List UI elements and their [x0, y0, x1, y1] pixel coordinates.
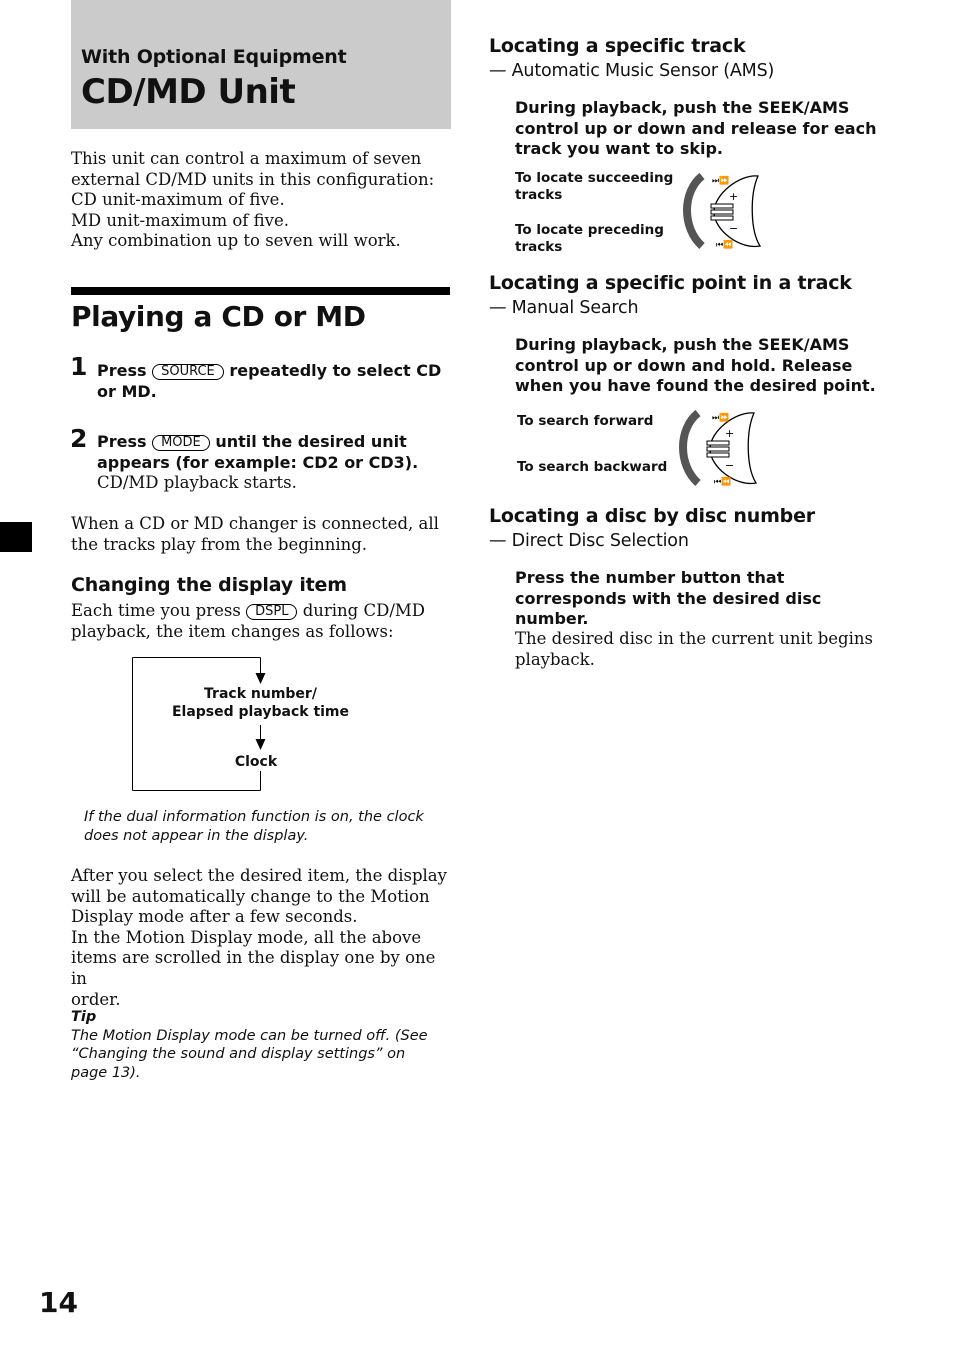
section-rule — [71, 287, 450, 295]
header-subtitle: With Optional Equipment — [81, 46, 347, 68]
display-item-text — [71, 601, 451, 642]
ams-instruction — [515, 98, 895, 160]
intro-line: Any combination up to seven will work. — [71, 231, 401, 251]
intro-line: CD unit-maximum of five. — [71, 190, 285, 210]
minus-icon: − — [725, 459, 735, 472]
disc-result — [515, 629, 895, 670]
manual-instruction-line: when you have found the desired point. — [515, 376, 876, 395]
section-title: Playing a CD or MD — [71, 300, 366, 333]
manual-subheading: — Manual Search — [489, 298, 639, 318]
after-line: After you select the desired item, the display — [71, 866, 447, 885]
manual-label-forward: To search forward — [517, 413, 654, 429]
flow-lines — [132, 657, 392, 792]
ams-label-preceding — [515, 222, 664, 256]
disc-result-line: playback. — [515, 649, 595, 669]
step-2-result: CD/MD playback starts. — [97, 473, 297, 492]
step-2-text — [97, 432, 457, 494]
disc-instruction-line: number. — [515, 609, 589, 628]
step-1-line2: or MD. — [97, 381, 157, 401]
mode-key: MODE — [152, 435, 210, 451]
ams-label-succeeding — [515, 170, 673, 204]
tip-label: Tip — [71, 1009, 97, 1025]
step-2-number: 2 — [70, 424, 88, 453]
fast-forward-icon: ⏭⏩ — [712, 176, 730, 185]
motion-display-paragraph — [71, 866, 451, 1010]
tip-line: “Changing the sound and display settings” on — [71, 1046, 406, 1062]
ams-label-down-line1: To locate preceding — [515, 222, 664, 238]
tip-block — [71, 1008, 451, 1082]
fast-forward-icon: ⏭⏩ — [712, 413, 730, 422]
disc-heading: Locating a disc by disc number — [489, 505, 815, 527]
ams-instruction-line: During playback, push the SEEK/AMS — [515, 98, 850, 117]
step-2-post: until the desired unit — [215, 432, 407, 451]
flow-item-track — [132, 686, 389, 721]
dual-info-note — [84, 808, 454, 845]
after-line: items are scrolled in the display one by one in — [71, 948, 436, 988]
display-flow-diagram — [132, 657, 392, 792]
note-line: If the dual information function is on, the clock — [84, 809, 424, 825]
ams-heading: Locating a specific track — [489, 35, 746, 57]
seek-control-icon — [676, 407, 766, 489]
step-1-pre: Press — [97, 361, 147, 380]
ams-instruction-line: control up or down and release for each — [515, 118, 877, 138]
plus-icon: + — [725, 427, 735, 440]
display-item-line2: playback, the item changes as follows: — [71, 621, 394, 641]
ams-instruction-line: track you want to skip. — [515, 139, 723, 158]
disc-instruction-line: corresponds with the desired disc — [515, 588, 822, 608]
intro-line: external CD/MD units in this configuration: — [71, 169, 435, 189]
ams-subheading: — Automatic Music Sensor (AMS) — [489, 61, 775, 81]
step-2-pre: Press — [97, 432, 147, 451]
disc-result-line: The desired disc in the current unit begins — [515, 629, 873, 648]
manual-instruction-line: During playback, push the SEEK/AMS — [515, 335, 850, 354]
seek-control-icon — [680, 170, 770, 252]
changer-note-line: the tracks play from the beginning. — [71, 534, 368, 554]
disc-instruction — [515, 568, 895, 630]
ams-label-up-line2: tracks — [515, 187, 563, 203]
display-item-pre: Each time you press — [71, 601, 241, 620]
step-1-number: 1 — [70, 352, 88, 381]
header-title: CD/MD Unit — [81, 72, 296, 112]
section-side-tab — [0, 522, 32, 552]
disc-instruction-line: Press the number button that — [515, 568, 785, 587]
flow-item-clock: Clock — [234, 754, 278, 770]
flow-item-track-line1: Track number/ — [204, 686, 317, 702]
manual-instruction-line: control up or down and hold. Release — [515, 355, 853, 375]
minus-icon: − — [729, 222, 739, 235]
after-line: order. — [71, 989, 121, 1009]
display-item-heading: Changing the display item — [71, 574, 347, 596]
manual-label-backward: To search backward — [517, 459, 668, 475]
step-1-post: repeatedly to select CD — [229, 361, 442, 380]
after-line: In the Motion Display mode, all the above — [71, 927, 422, 947]
manual-heading: Locating a specific point in a track — [489, 272, 852, 294]
step-2-line2: appears (for example: CD2 or CD3). — [97, 452, 419, 472]
header-box — [71, 0, 451, 129]
rewind-icon: ⏮⏪ — [714, 477, 732, 486]
intro-line: This unit can control a maximum of seven — [71, 149, 422, 168]
changer-note-line: When a CD or MD changer is connected, all — [71, 514, 439, 533]
ams-label-up-line1: To locate succeeding — [515, 170, 674, 186]
note-line: does not appear in the display. — [84, 827, 309, 844]
changer-note — [71, 514, 451, 555]
ams-label-down-line2: tracks — [515, 239, 563, 255]
tip-line: The Motion Display mode can be turned off. (See — [71, 1027, 428, 1044]
after-line: Display mode after a few seconds. — [71, 907, 358, 927]
intro-line: MD unit-maximum of five. — [71, 210, 289, 230]
intro-paragraph — [71, 149, 451, 252]
rewind-icon: ⏮⏪ — [716, 240, 734, 249]
display-item-post: during CD/MD — [302, 601, 426, 620]
tip-line: page 13). — [71, 1064, 141, 1081]
step-1-text — [97, 361, 457, 402]
source-key: SOURCE — [152, 364, 224, 380]
page-number: 14 — [39, 1286, 78, 1319]
manual-instruction — [515, 335, 895, 397]
plus-icon: + — [729, 190, 739, 203]
disc-subheading: — Direct Disc Selection — [489, 531, 689, 551]
after-line: will be automatically change to the Motion — [71, 886, 430, 906]
dspl-key: DSPL — [246, 604, 297, 620]
flow-item-track-line2: Elapsed playback time — [171, 703, 350, 720]
